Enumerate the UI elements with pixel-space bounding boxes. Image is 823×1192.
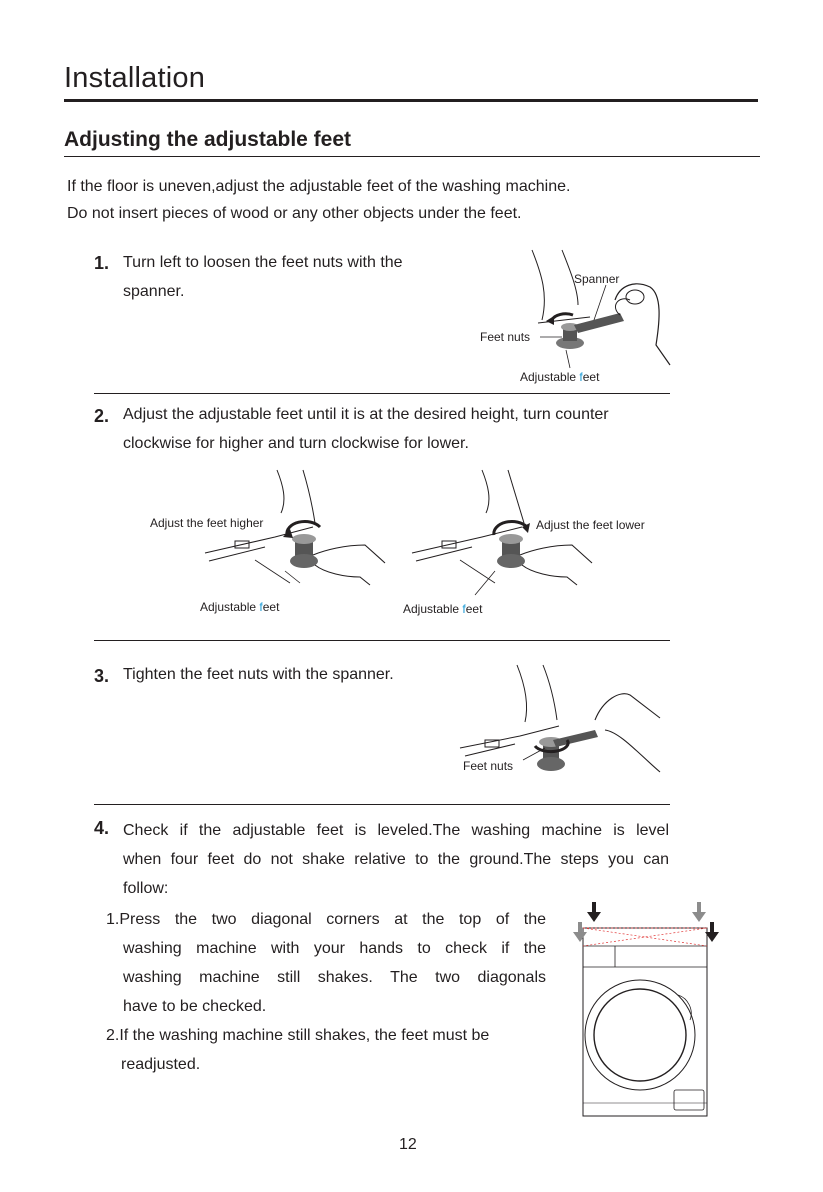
step-1-illustration: [470, 245, 680, 385]
step-4-line-3: follow:: [123, 880, 169, 897]
title-rule: [64, 99, 758, 102]
substep-1-line-3: washing machine still shakes. The two diagonals: [123, 969, 546, 986]
step-4-text: [123, 816, 669, 903]
step-2-illustration-lower: [410, 465, 610, 600]
step-1-number: 1.: [94, 253, 110, 273]
washing-machine-illustration: [570, 898, 720, 1123]
label-adjustable-feet-3: Adjustable feet: [403, 602, 483, 616]
substep-2: [106, 1021, 546, 1079]
step-1-line-2: spanner.: [123, 283, 185, 300]
page-number: 12: [399, 1136, 417, 1153]
label-adjustable-feet-1: Adjustable feet: [520, 370, 600, 384]
step-4-number: 4.: [94, 818, 110, 838]
step-2-line-1: Adjust the adjustable feet until it is at the desired height, turn counter: [123, 406, 609, 423]
step-3-number: 3.: [94, 666, 110, 686]
label-adjust-higher: Adjust the feet higher: [150, 516, 264, 530]
step-4-line-2: when four feet do not shake relative to the ground.The steps you can: [123, 851, 669, 868]
step-2-number: 2.: [94, 406, 110, 426]
label-feet-nuts-2: Feet nuts: [463, 759, 514, 773]
substep-1-line-4: have to be checked.: [123, 998, 267, 1015]
label-adjustable-feet-2: Adjustable feet: [200, 600, 280, 614]
substep-1-line-1: 1.Press the two diagonal corners at the top of the: [106, 911, 546, 928]
intro-line-1: If the floor is uneven,adjust the adjustable feet of the washing machine.: [67, 178, 571, 195]
step-3-text: [123, 660, 394, 689]
step-1-line-1: Turn left to loosen the feet nuts with the: [123, 254, 403, 271]
step-2-line-2: clockwise for higher and turn clockwise for lower.: [123, 435, 469, 452]
label-feet-nuts-1: Feet nuts: [480, 330, 531, 344]
intro-line-2: Do not insert pieces of wood or any other objects under the feet.: [67, 205, 522, 222]
section-title: Adjusting the adjustable feet: [64, 128, 352, 151]
step-4-line-1: Check if the adjustable feet is leveled.The washing machine is level: [123, 822, 669, 839]
substep-1: [106, 905, 546, 1021]
step-2-text: [123, 400, 609, 458]
substep-2-line-1: 2.If the washing machine still shakes, the feet must be: [106, 1027, 490, 1044]
separator-3: [94, 804, 670, 805]
substep-2-line-2: readjusted.: [121, 1056, 201, 1073]
step-3-line-1: Tighten the feet nuts with the spanner.: [123, 666, 394, 683]
separator-2: [94, 640, 670, 641]
section-rule: [64, 156, 760, 157]
substep-1-line-2: washing machine with your hands to check if the: [123, 940, 546, 957]
step-2-illustration-higher: [195, 465, 395, 600]
step-1-text: [123, 248, 403, 306]
label-adjust-lower: Adjust the feet lower: [536, 518, 645, 532]
separator-1: [94, 393, 670, 394]
page-title: Installation: [64, 62, 206, 94]
label-spanner: Spanner: [574, 272, 620, 286]
